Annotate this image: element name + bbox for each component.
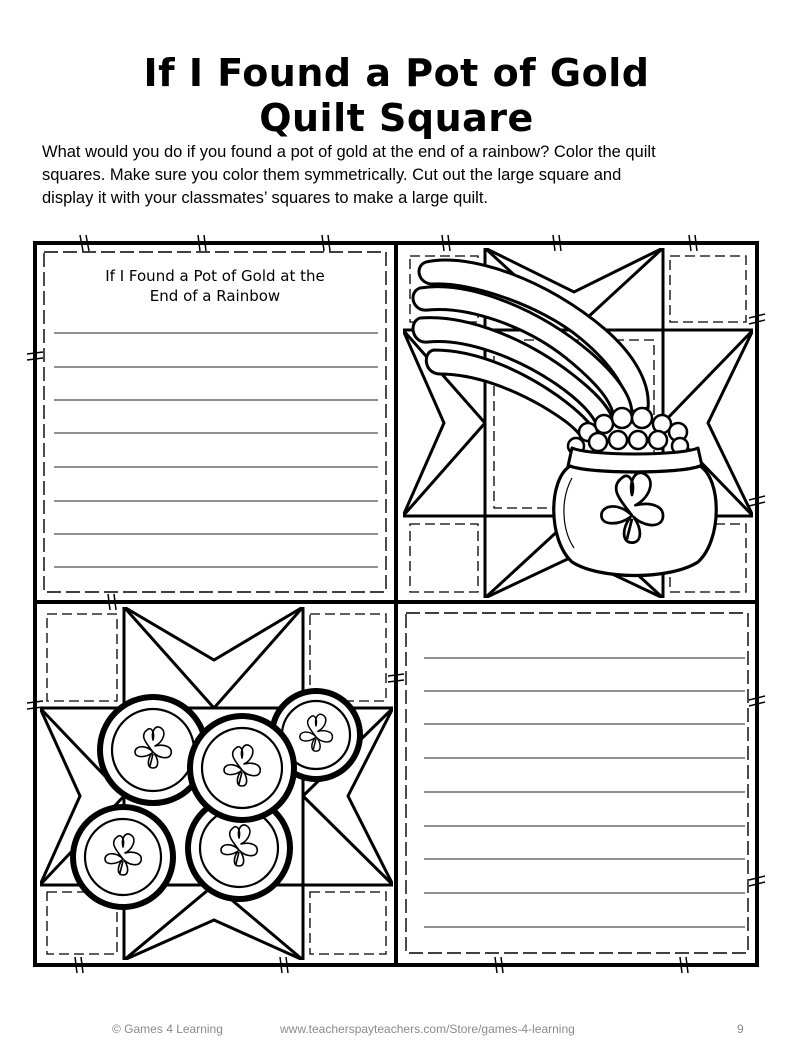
instructions-line-1: What would you do if you found a pot of gold at the end of a rainbow? Color the quilt (42, 143, 656, 161)
instructions-line-2: squares. Make sure you color them symmetrically. Cut out the large square and (42, 166, 622, 184)
footer-copyright: © Games 4 Learning (112, 1022, 223, 1036)
pot-of-gold-icon (554, 408, 717, 576)
instructions-line-3: display it with your classmates’ squares to make a large quilt. (42, 189, 488, 207)
page-number: 9 (737, 1022, 744, 1036)
writing-prompt-line-2: End of a Rainbow (149, 287, 281, 305)
footer-url[interactable]: www.teacherspayteachers.com/Store/games-4-learning (280, 1022, 575, 1036)
writing-square-bottom-right (406, 613, 748, 953)
page-subtitle: Quilt Square (259, 96, 534, 140)
quilt-block-gold-coins[interactable] (40, 607, 393, 960)
page-title: If I Found a Pot of Gold (143, 51, 650, 95)
quilt-block-pot-of-gold[interactable] (403, 248, 753, 598)
coin (73, 807, 173, 907)
gold-coins-icon (73, 691, 360, 907)
writing-prompt-line-1: If I Found a Pot of Gold at the (105, 267, 325, 285)
coin (190, 716, 294, 820)
rainbow-icon (413, 260, 648, 438)
